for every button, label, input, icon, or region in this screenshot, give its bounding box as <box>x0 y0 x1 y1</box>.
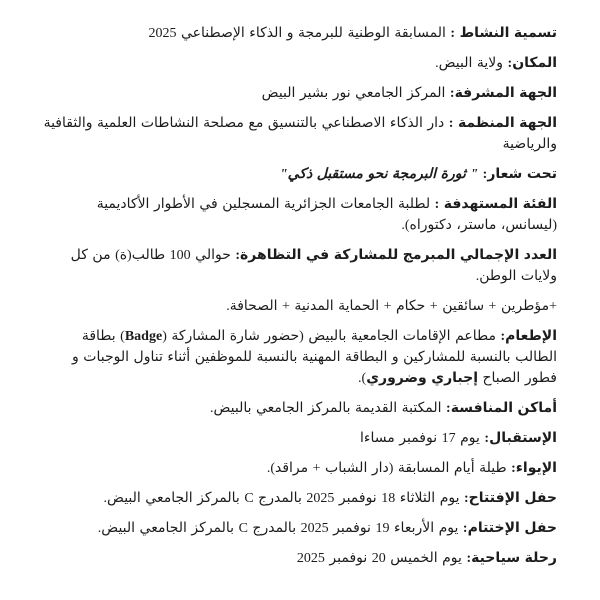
text-segment: طيلة أيام المسابقة (دار الشباب + مراقد). <box>266 461 507 476</box>
bold-text-segment: إجباري وضروري <box>366 371 478 386</box>
bold-text-segment: تسمية النشاط : <box>445 26 557 41</box>
paragraph <box>38 428 557 449</box>
paragraph <box>38 488 557 509</box>
text-segment: يوم الثلاثاء 18 نوفمبر 2025 بالمدرج C بالمركز الجامعي البيض. <box>103 491 460 506</box>
text-segment: يوم الخميس 20 نوفمبر 2025 <box>296 551 462 566</box>
paragraph <box>38 548 557 569</box>
bold-text-segment: أماكن المنافسة: <box>441 401 557 416</box>
bold-text-segment: الإطعام: <box>496 329 557 344</box>
paragraph <box>38 23 557 44</box>
bold-text-segment: الإيواء: <box>506 461 557 476</box>
paragraph <box>38 326 557 389</box>
text-segment: يوم الأربعاء 19 نوفمبر 2025 بالمدرج C بالمركز الجامعي البيض. <box>97 521 459 536</box>
text-segment: حوالي 100 طالب(ة) من كل ولايات الوطن. <box>70 248 557 284</box>
paragraph <box>38 194 557 236</box>
text-segment: المسابقة الوطنية للبرمجة و الذكاء الإصطناعي 2025 <box>148 26 446 41</box>
bold-text-segment: المكان: <box>503 56 557 71</box>
paragraph <box>38 53 557 74</box>
bold-text-segment: الفئة المستهدفة : <box>430 197 557 212</box>
text-segment: ). <box>358 371 367 386</box>
paragraph <box>38 458 557 479</box>
text-segment: +مؤطرين + سائقين + حكام + الحماية المدنية + الصحافة. <box>226 299 557 314</box>
paragraph <box>38 113 557 155</box>
text-segment: لطلبة الجامعات الجزائرية المسجلين في الأطوار الأكاديمية (ليسانس، ماستر، دكتوراه). <box>96 197 557 233</box>
bold-text-segment: تحت شعار: <box>478 167 557 182</box>
text-segment: مطاعم الإقامات الجامعية بالبيض (حضور شارة المشاركة ( <box>162 329 496 344</box>
paragraph <box>38 245 557 287</box>
document-body <box>38 23 557 569</box>
paragraph <box>38 83 557 104</box>
text-segment: دار الذكاء الاصطناعي بالتنسيق مع مصلحة النشاطات العلمية والثقافية والرياضية <box>43 116 557 152</box>
bold-text-segment: حفل الإفتتاح: <box>459 491 557 506</box>
text-segment: المركز الجامعي نور بشير البيض <box>261 86 446 101</box>
bold-text-segment: الجهة المشرفة: <box>445 86 557 101</box>
text-segment: المكتبة القديمة بالمركز الجامعي بالبيض. <box>209 401 442 416</box>
paragraph <box>38 296 557 317</box>
bold-text-segment: الإستقبال: <box>479 431 557 446</box>
text-segment: يوم 17 نوفمبر مساءا <box>360 431 480 446</box>
bold-text-segment: حفل الإختتام: <box>458 521 557 536</box>
paragraph <box>38 398 557 419</box>
bold-text-segment: الجهة المنظمة : <box>444 116 557 131</box>
text-segment: ولاية البيض. <box>435 56 504 71</box>
paragraph <box>38 164 557 185</box>
bold-text-segment: " ثورة البرمجة نحو مستقبل ذكي" <box>279 167 479 182</box>
bold-text-segment: رحلة سياحية: <box>461 551 557 566</box>
bold-text-segment: Badge <box>124 329 163 344</box>
text-segment: ) بطاقة الطالب بالنسبة للمشاركين و البطاقة المهنية بالنسبة للموظفين أثناء تناول الوجبات و فطور الصباح <box>72 329 557 386</box>
bold-text-segment: العدد الإجمالي المبرمج للمشاركة في التظاهرة: <box>230 248 557 263</box>
paragraph <box>38 518 557 539</box>
